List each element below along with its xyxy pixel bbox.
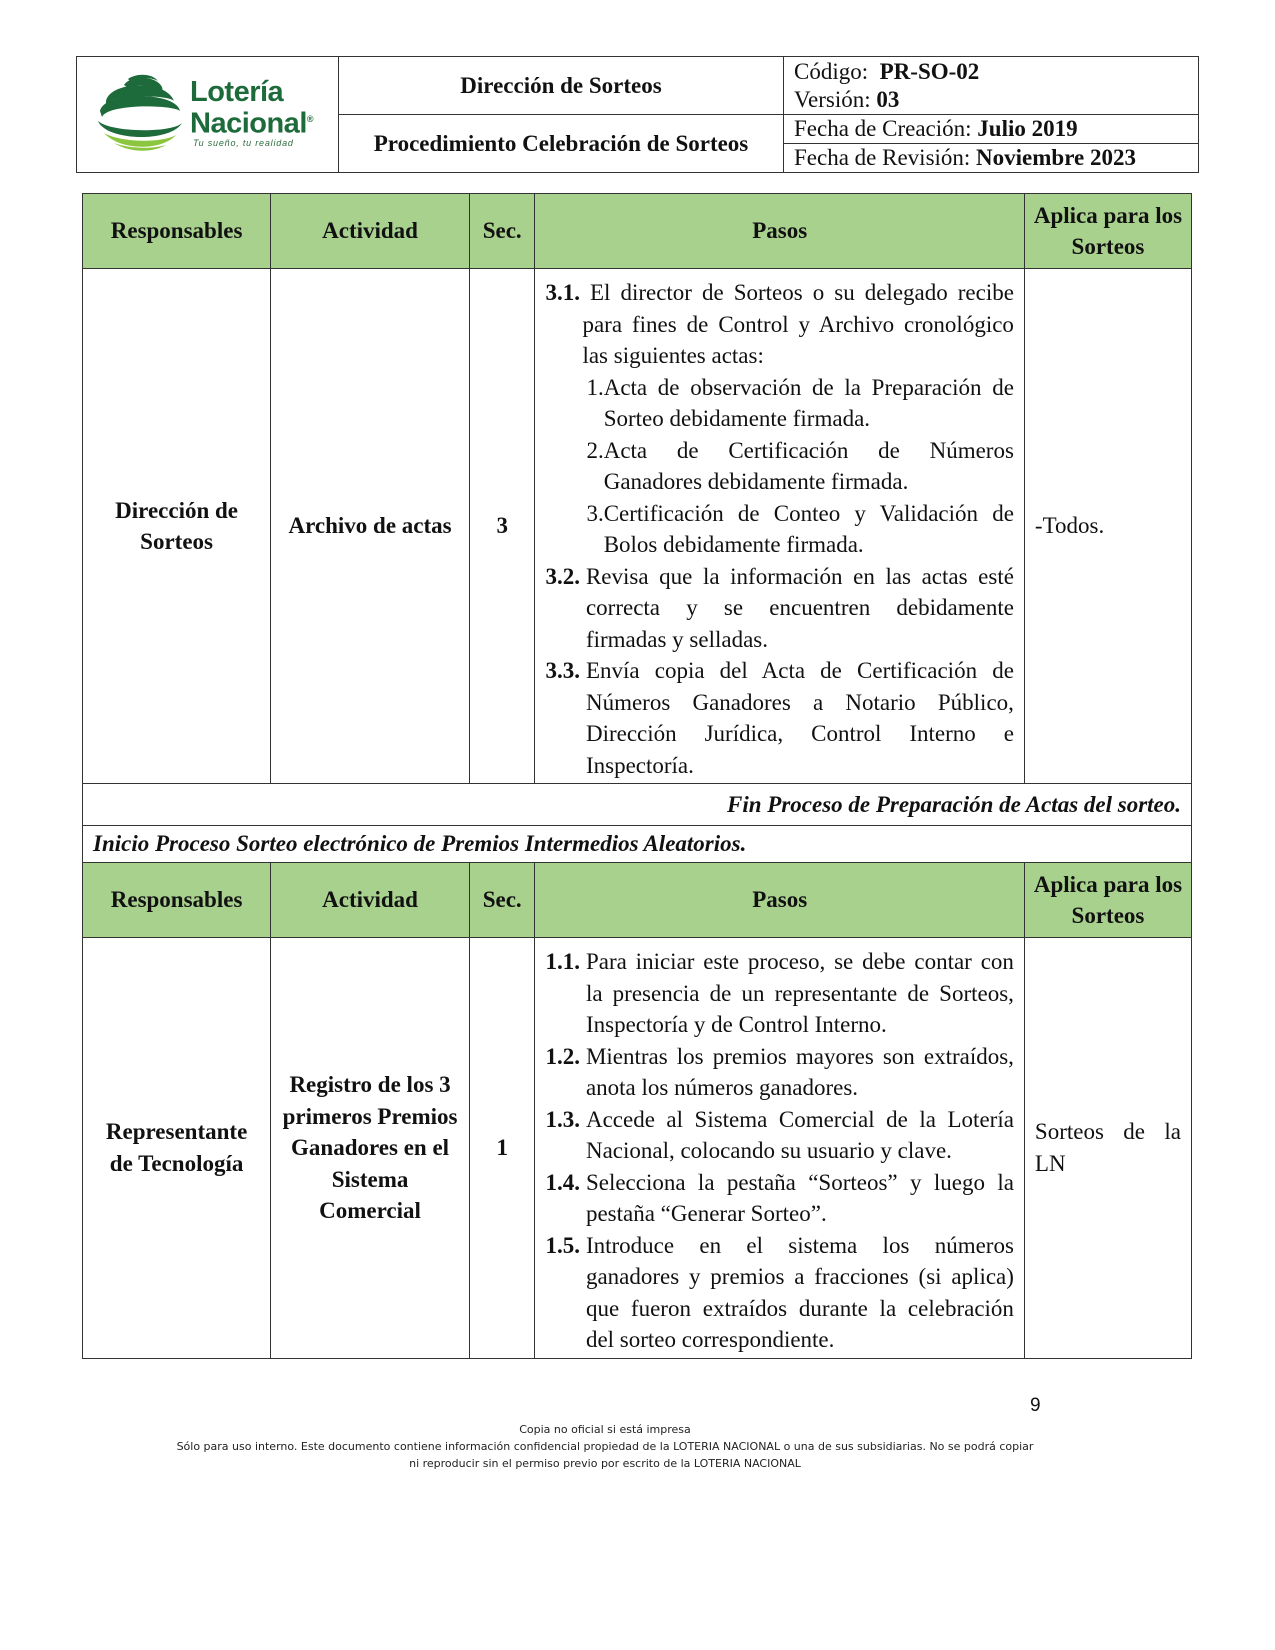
col-actividad-2: Actividad [271, 863, 470, 938]
row1-aplica: -Todos. [1024, 269, 1191, 784]
subitem-2: 2. Acta de Certificación de Números Ganadores debidamente firmada. [586, 437, 1014, 494]
step-1-5: 1.5. Introduce en el sistema los números ganadores y premios a fracciones (si aplica) que fueron extraídos durante la celebración del sorteo correspondiente. [545, 1232, 1014, 1352]
end-process-note: Fin Proceso de Preparación de Actas del sorteo. [83, 784, 1192, 826]
table-row [83, 938, 1192, 1359]
logo-text-loteria: Lotería [190, 76, 284, 108]
header-meta-cell [784, 57, 1198, 172]
document-header [76, 56, 1199, 173]
table-header-row-2 [83, 863, 1192, 938]
start-process-note: Inicio Proceso Sorteo electrónico de Premios Intermedios Aleatorios. [83, 826, 1192, 863]
row1-responsable: Dirección de Sorteos [83, 269, 271, 784]
footer-line-1: Copia no oficial si está impresa [519, 1423, 691, 1436]
logo-text-nacional: Nacional® [190, 107, 314, 140]
col-sec: Sec. [469, 194, 535, 269]
row1-sec: 3 [469, 269, 535, 784]
row2-aplica: Sorteos de la LN [1024, 938, 1191, 1359]
subitem-1: 1. Acta de observación de la Preparación de Sorteo debidamente firmada. [586, 374, 1014, 431]
row2-sec: 1 [469, 938, 535, 1359]
footer-line-2: Sólo para uso interno. Este documento contiene información confidencial propiedad de la LOTERIA NACIONAL o una de sus subsidiarias. No se podrá copiar [176, 1440, 1034, 1453]
col-responsables: Responsables [83, 194, 271, 269]
col-sec-2: Sec. [469, 863, 535, 938]
subitem-3: 3. Certificación de Conteo y Validación de Bolos debidamente firmada. [586, 500, 1014, 557]
col-aplica: Aplica para los Sorteos [1024, 194, 1191, 269]
procedure-table [82, 193, 1192, 1359]
revision-date: Fecha de Revisión: Noviembre 2023 [794, 145, 1136, 170]
page-number: 9 [1030, 1395, 1041, 1416]
procedure-title: Procedimiento Celebración de Sorteos [373, 130, 749, 156]
table-header-row [83, 194, 1192, 269]
step-1-3: 1.3. Accede al Sistema Comercial de la Lotería Nacional, colocando su usuario y clave. [545, 1106, 1014, 1163]
footer-line-3: ni reproducir sin el permiso previo por escrito de la LOTERIA NACIONAL [409, 1457, 801, 1470]
col-responsables-2: Responsables [83, 863, 271, 938]
step-1-4: 1.4. Selecciona la pestaña “Sorteos” y luego la pestaña “Generar Sorteo”. [545, 1169, 1014, 1226]
logo-tagline: Tu sueño, tu realidad [193, 138, 294, 148]
row2-pasos [535, 938, 1024, 1359]
code-version: Código: PR-SO-02 Versión: 03 [784, 57, 1198, 115]
end-note-row [83, 784, 1192, 826]
col-pasos: Pasos [535, 194, 1024, 269]
department-title: Dirección de Sorteos [339, 57, 783, 115]
step-1-2: 1.2. Mientras los premios mayores son extraídos, anota los números ganadores. [545, 1043, 1014, 1100]
step-3-3: 3.3. Envía copia del Acta de Certificación de Números Ganadores a Notario Público, Dirección Jurídica, Control Interno e Inspectoría. [545, 658, 1014, 778]
creation-date: Fecha de Creación: Julio 2019 [784, 115, 1198, 144]
table-row [83, 269, 1192, 784]
step-1-1: 1.1. Para iniciar este proceso, se debe contar con la presencia de un representante de Sorteos, Inspectoría y de Control Interno. [545, 949, 1014, 1037]
start-note-row [83, 826, 1192, 863]
row2-actividad: Registro de los 3 primeros Premios Ganadores en el Sistema Comercial [271, 938, 470, 1359]
col-actividad: Actividad [271, 194, 470, 269]
header-title-cell [339, 57, 784, 172]
step-3-1: 3.1. El director de Sorteos o su delegado recibe para fines de Control y Archivo cronológico las siguientes actas: [545, 280, 1014, 368]
col-pasos-2: Pasos [535, 863, 1024, 938]
step-3-2: 3.2. Revisa que la información en las actas esté correcta y se encuentren debidamente firmadas y selladas. [545, 563, 1014, 652]
row2-responsable: Representante de Tecnología [83, 938, 271, 1359]
loteria-nacional-logo-icon [90, 71, 190, 151]
row1-pasos [535, 269, 1024, 784]
logo-cell [77, 57, 339, 172]
row1-actividad: Archivo de actas [271, 269, 470, 784]
col-aplica-2: Aplica para los Sorteos [1024, 863, 1191, 938]
